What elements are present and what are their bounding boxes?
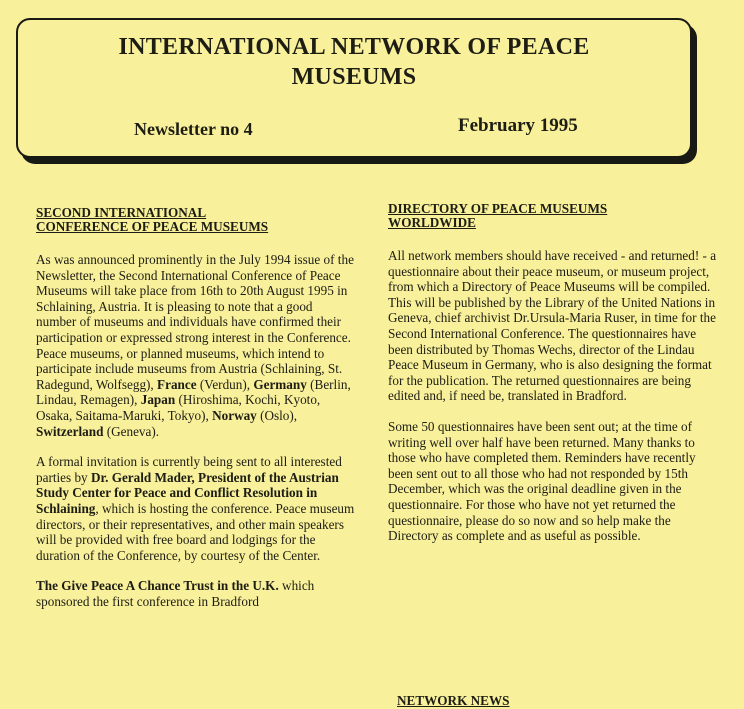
conference-heading — [36, 206, 356, 234]
directory-paragraph-1: All network members should have received - and returned! - a questionnaire about their peace museum, or museum project, from which a Directory of Peace Museums will be compiled. This will be published by the Library of the United Nations in Geneva, chief archivist Dr.Ursula-Maria Ruser, in time for the Second International Conference. The questionnaires have been distributed by Thomas Wechs, director of the Lindau Peace Museum in Germany, who is also designing the format for the publication. The returned questionnaires are being edited and, if need be, translated in Bradford. — [388, 248, 717, 404]
directory-heading — [388, 202, 718, 230]
conference-heading-line-1: SECOND INTERNATIONAL — [36, 205, 207, 220]
masthead-box — [16, 18, 692, 158]
title-line-1: INTERNATIONAL NETWORK OF PEACE — [118, 34, 590, 60]
conference-heading-line-2: CONFERENCE OF PEACE MUSEUMS — [36, 219, 269, 234]
conference-paragraph-2: A formal invitation is currently being sent to all interested parties by Dr. Gerald Mader, President of the Austrian Study Center for Peace and Conflict Resolution in Schlaining, which is hosting the conference. Peace museum directors, or their representatives, and other main speakers will be provided with free board and lodgings for the duration of the Conference, by courtesy of the Center. — [36, 454, 355, 563]
directory-paragraph-2: Some 50 questionnaires have been sent out; at the time of writing well over half have been returned. Many thanks to those who have completed them. Reminders have recently been sent out to all those who had not responded by 15th December, which was the original deadline given in the questionnaire. For those who have not yet returned the questionnaire, please do so now and so help make the Directory as complete and as useful as possible. — [388, 418, 696, 544]
left-column — [36, 206, 356, 624]
right-column — [388, 202, 718, 559]
issue-date: February 1995 — [458, 115, 578, 136]
conference-paragraph-3: The Give Peace A Chance Trust in the U.K. which sponsored the first conference in Bradford — [36, 578, 315, 609]
network-news-heading: NETWORK NEWS — [397, 693, 510, 708]
issue-number: Newsletter no 4 — [134, 119, 253, 139]
directory-heading-line-1: DIRECTORY OF PEACE MUSEUMS — [388, 201, 608, 216]
conference-paragraph-1: As was announced prominently in the July 1994 issue of the Newsletter, the Second International Conference of Peace Museums will take place from 16th to 20th August 1995 in Schlaining, Austria. It is pleasing to note that a good number of museums and individuals have confirmed their participation or expressed strong interest in the Conference. Peace museums, or planned museums, which intend to participate include museums from Austria (Schlaining, St. Radegund, Wolfsegg), France (Verdun), Germany (Berlin, Lindau, Remagen), Japan (Hiroshima, Kochi, Kyoto, Osaka, Saitama-Maruki, Tokyo), Norway (Oslo), Switzerland (Geneva). — [36, 252, 354, 439]
newsletter-title — [18, 32, 690, 92]
directory-heading-line-2: WORLDWIDE — [388, 215, 476, 230]
title-line-2: MUSEUMS — [291, 64, 417, 90]
